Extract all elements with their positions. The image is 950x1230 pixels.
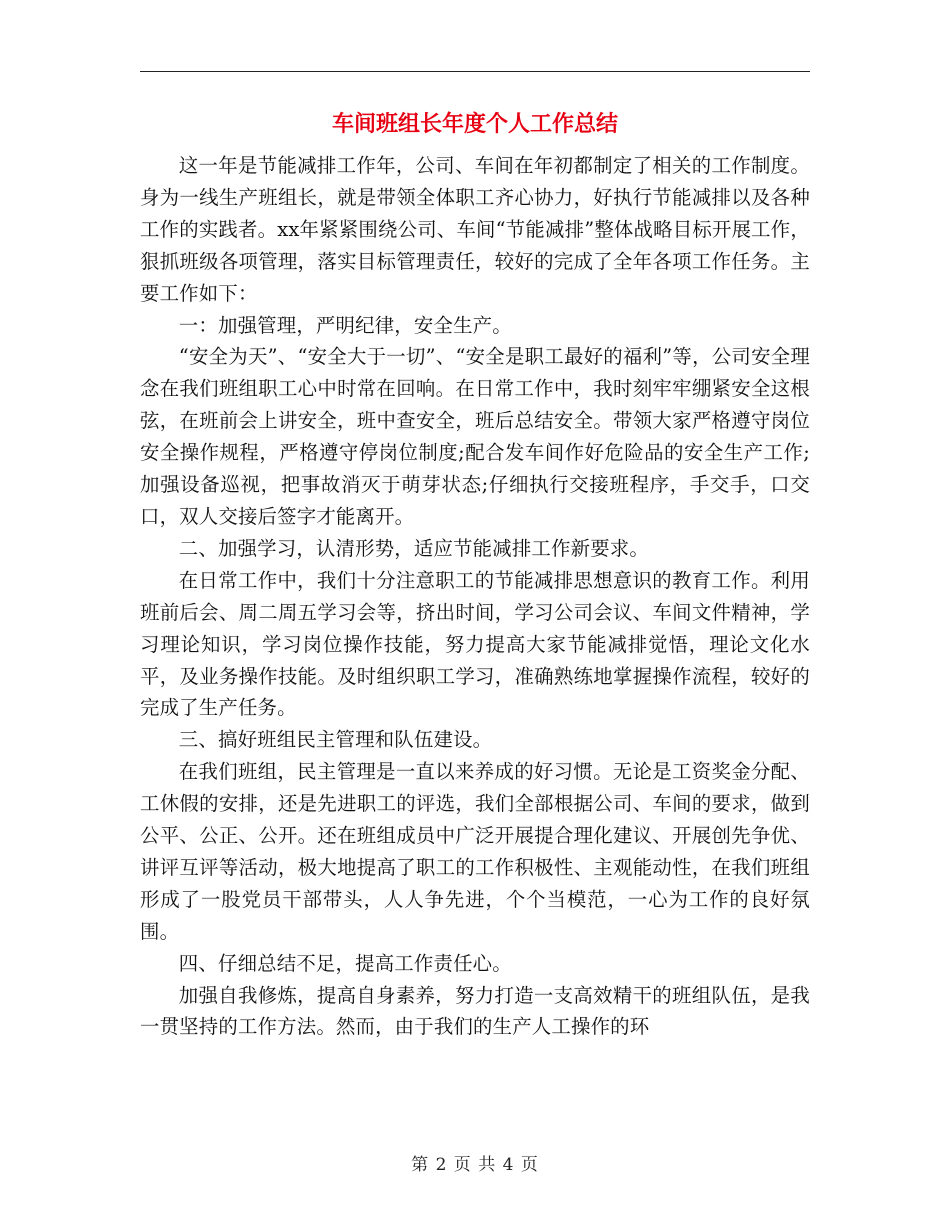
section-3-paragraph: 在我们班组，民主管理是一直以来养成的好习惯。无论是工资奖金分配、工休假的安排，还是先进职工的评选，我们全部根据公司、车间的要求，做到公平、公正、公开。还在班组成员中广泛开展提合理化建议、开展创先争优、讲评互评等活动，极大地提高了职工的工作积极性、主观能动性，在我们班组形成了一股党员干部带头，人人争先进，个个当模范，一心为工作的良好氛围。 xyxy=(140,760,810,943)
page-number: 第 2 页 共 4 页 xyxy=(411,1155,539,1175)
document-body xyxy=(140,150,810,1043)
section-4-paragraph: 加强自我修炼，提高自身素养，努力打造一支高效精干的班组队伍，是我一贯坚持的工作方法。然而，由于我们的生产人工操作的环 xyxy=(140,983,810,1039)
section-heading-1: 一：加强管理，严明纪律，安全生产。 xyxy=(178,313,512,337)
section-heading-3: 三、搞好班组民主管理和队伍建设。 xyxy=(178,728,493,752)
intro-paragraph: 这一年是节能减排工作年，公司、车间在年初都制定了相关的工作制度。身为一线生产班组长，就是带领全体职工齐心协力，好执行节能减排以及各种工作的实践者。xx年紧紧围绕公司、车间“节能减排”整体战略目标开展工作，狠抓班级各项管理，落实目标管理责任，较好的完成了全年各项工作任务。主要工作如下： xyxy=(140,154,810,305)
section-heading-4: 四、仔细总结不足，提高工作责任心。 xyxy=(178,951,512,975)
section-heading-2: 二、加强学习，认清形势，适应节能减排工作新要求。 xyxy=(178,536,649,560)
document-title: 车间班组长年度个人工作总结 xyxy=(331,112,618,137)
section-2-paragraph: 在日常工作中，我们十分注意职工的节能减排思想意识的教育工作。利用班前后会、周二周五学习会等，挤出时间，学习公司会议、车间文件精神，学习理论知识，学习岗位操作技能，努力提高大家节能减排觉悟，理论文化水平，及业务操作技能。及时组织职工学习，准确熟练地掌握操作流程，较好的完成了生产任务。 xyxy=(140,568,810,720)
header-rule xyxy=(140,71,810,72)
section-1-paragraph: “安全为天”、“安全大于一切”、“安全是职工最好的福利”等，公司安全理念在我们班组职工心中时常在回响。在日常工作中，我时刻牢牢绷紧安全这根弦，在班前会上讲安全，班中查安全，班后总结安全。带领大家严格遵守岗位安全操作规程，严格遵守停岗位制度;配合发车间作好危险品的安全生产工作;加强设备巡视，把事故消灭于萌芽状态;仔细执行交接班程序，手交手，口交口，双人交接后签字才能离开。 xyxy=(140,345,810,528)
